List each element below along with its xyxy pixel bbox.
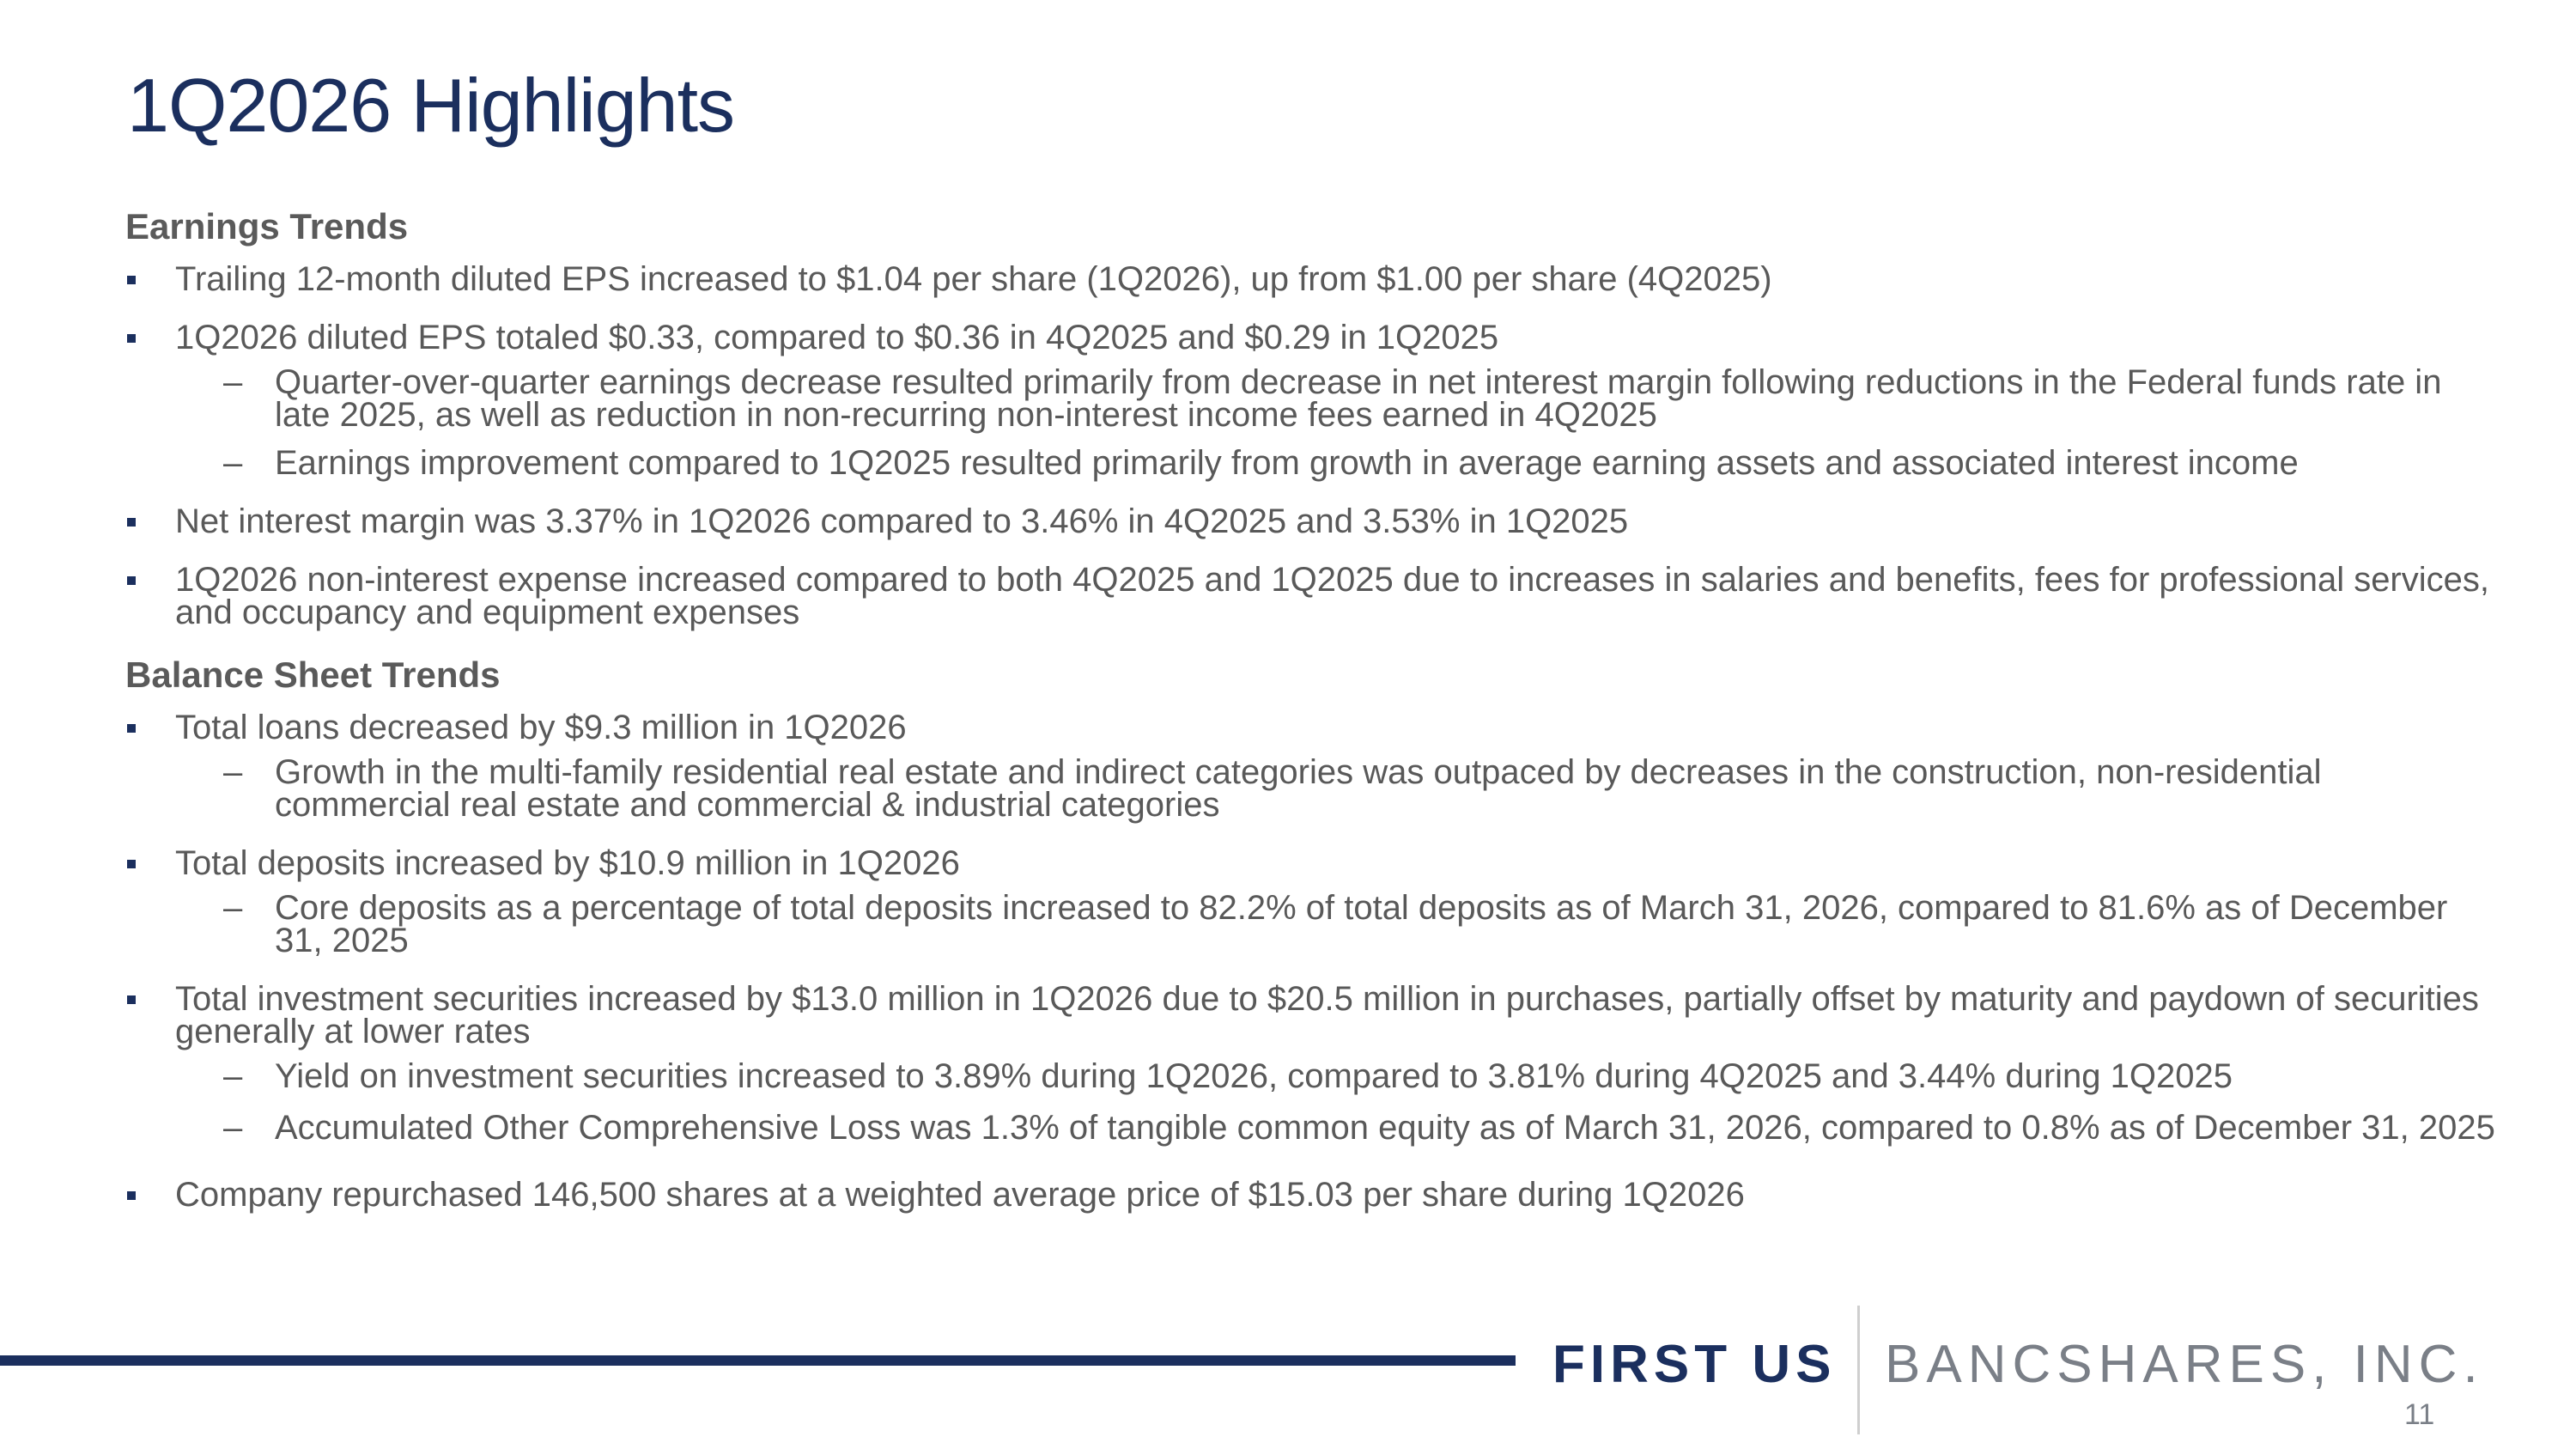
- slide-content: [125, 206, 2495, 1237]
- dash-bullet-icon: –: [223, 1109, 243, 1147]
- dash-bullet-icon: –: [223, 363, 243, 401]
- sub-bullet-item: [125, 753, 2495, 824]
- bullet-item: [125, 709, 2495, 824]
- square-bullet-icon: [127, 276, 136, 284]
- bullet-item: [125, 502, 2495, 540]
- sub-bullet-text: Quarter-over-quarter earnings decrease resulted primarily from decrease in net interest margin following reductions in the Federal funds rate in late 2025, as well as reduction in non-recurring non-interest income fees earned in 4Q2025: [275, 363, 2442, 434]
- dash-bullet-icon: –: [223, 444, 243, 482]
- slide-title: 1Q2026 Highlights: [127, 63, 735, 148]
- logo-divider: [1857, 1306, 1860, 1434]
- sub-bullet-item: [125, 1103, 2495, 1153]
- bullet-item: [125, 844, 2495, 959]
- bullet-text: Total loans decreased by $9.3 million in 1Q2026: [175, 709, 907, 746]
- sub-bullet-text: Yield on investment securities increased to 3.89% during 1Q2026, compared to 3.81% during 4Q2025 and 3.44% during 1Q2025: [275, 1057, 2233, 1095]
- balance-sheet-trends-list: [125, 709, 2495, 1214]
- sub-bullet-list: [175, 889, 2495, 959]
- square-bullet-icon: [127, 576, 136, 585]
- sub-bullet-list: [175, 753, 2495, 824]
- section-heading-earnings-trends: Earnings Trends: [125, 206, 409, 247]
- bullet-text: Total investment securities increased by $13.0 million in 1Q2026 due to $20.5 million in purchases, partially offset by maturity and paydown of securities generally at lower rates: [175, 980, 2479, 1050]
- bullet-item: [125, 980, 2495, 1153]
- square-bullet-icon: [127, 518, 136, 527]
- dash-bullet-icon: –: [223, 1057, 243, 1095]
- square-bullet-icon: [127, 334, 136, 343]
- sub-bullet-text: Earnings improvement compared to 1Q2025 resulted primarily from growth in average earning assets and associated interest income: [275, 444, 2299, 482]
- bullet-text: Net interest margin was 3.37% in 1Q2026 compared to 3.46% in 4Q2025 and 3.53% in 1Q2025: [175, 502, 1629, 540]
- section-heading-balance-sheet-trends: Balance Sheet Trends: [125, 654, 501, 695]
- sub-bullet-text: Accumulated Other Comprehensive Loss was 1.3% of tangible common equity as of March 31, 2026, compared to 0.8% as of December 31, 2025: [275, 1109, 2495, 1147]
- dash-bullet-icon: –: [223, 889, 243, 927]
- bullet-text: Total deposits increased by $10.9 million in 1Q2026: [175, 844, 960, 882]
- sub-bullet-text: Core deposits as a percentage of total deposits increased to 82.2% of total deposits as of March 31, 2026, compared to 81.6% as of December 31, 2025: [275, 889, 2448, 959]
- square-bullet-icon: [127, 860, 136, 868]
- dash-bullet-icon: –: [223, 753, 243, 791]
- sub-bullet-text: Growth in the multi-family residential real estate and indirect categories was outpaced by decreases in the construction, non-residential commercial real estate and commercial & industrial categories: [275, 753, 2322, 824]
- sub-bullet-item: [125, 363, 2495, 434]
- sub-bullet-list: [175, 363, 2495, 482]
- square-bullet-icon: [127, 724, 136, 733]
- bullet-item: [125, 563, 2495, 629]
- square-bullet-icon: [127, 1191, 136, 1200]
- bullet-text: Trailing 12-month diluted EPS increased to $1.04 per share (1Q2026), up from $1.00 per share (4Q2025): [175, 260, 1772, 298]
- logo-bancshares: BANCSHARES, INC.: [1885, 1335, 2484, 1394]
- logo-first-us: FIRST US: [1552, 1335, 1837, 1394]
- sub-bullet-item: [125, 889, 2495, 959]
- bullet-text: 1Q2026 diluted EPS totaled $0.33, compared to $0.36 in 4Q2025 and $0.29 in 1Q2025: [175, 319, 1499, 356]
- bullet-item: [125, 260, 2495, 298]
- square-bullet-icon: [127, 995, 136, 1004]
- bullet-text: 1Q2026 non-interest expense increased compared to both 4Q2025 and 1Q2025 due to increases in salaries and benefits, fees for professional services, and occupancy and equipment expenses: [175, 561, 2489, 631]
- footer-rule: [0, 1355, 1516, 1366]
- earnings-trends-list: [125, 260, 2495, 631]
- page-number: 11: [2404, 1398, 2435, 1431]
- sub-bullet-item: [125, 444, 2495, 482]
- sub-bullet-list: [175, 1057, 2495, 1153]
- sub-bullet-item: [125, 1057, 2495, 1095]
- bullet-item: [125, 319, 2495, 482]
- bullet-item: [125, 1176, 2495, 1214]
- bullet-text: Company repurchased 146,500 shares at a weighted average price of $15.03 per share during 1Q2026: [175, 1176, 1745, 1214]
